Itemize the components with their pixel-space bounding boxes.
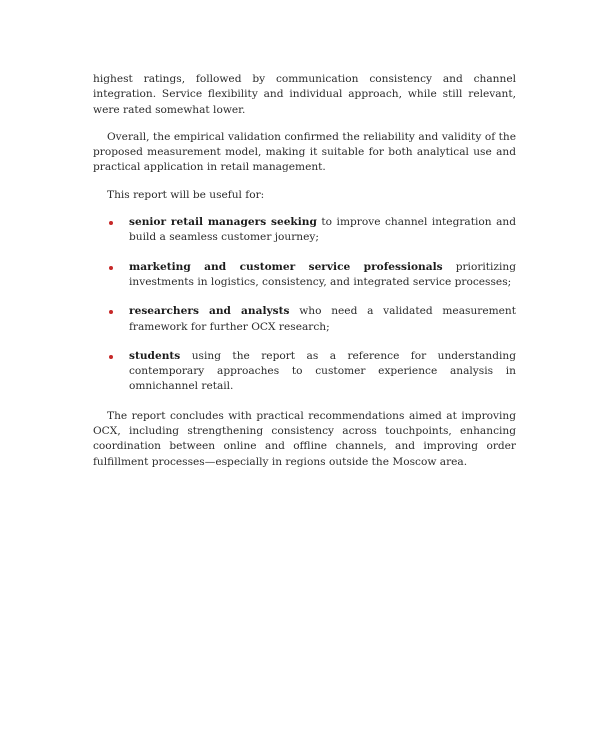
list-item <box>93 215 516 246</box>
bullet-bold-text: senior retail managers seeking <box>129 216 317 229</box>
bullet-text: who need a validated measurement framework for further OCX research; <box>129 305 516 333</box>
paragraph-validation-conclusion: Overall, the empirical validation confirmed the reliability and validity of the proposed measurement model, making it suitable for both analytical use and practical application in retail management. <box>93 130 516 174</box>
bullet-icon <box>109 355 113 359</box>
audience-list <box>93 215 516 395</box>
report-page <box>93 72 516 482</box>
bullet-bold-text: marketing and customer service professionals <box>129 260 443 273</box>
bullet-bold-text: students <box>129 349 181 362</box>
bullet-text: using the report as a reference for understanding contemporary approaches to customer experience analysis in omnichannel retail. <box>129 349 516 393</box>
bullet-icon <box>109 221 113 225</box>
paragraph-audience-intro: This report will be useful for: <box>107 188 265 201</box>
list-item <box>93 349 516 395</box>
list-item <box>93 304 516 335</box>
bullet-bold-text: researchers and analysts <box>129 305 290 318</box>
bullet-icon <box>109 266 113 270</box>
bullet-text: to improve channel integration and build a seamless customer journey; <box>129 216 516 244</box>
paragraph-recommendations: The report concludes with practical recommendations aimed at improving OCX, including strengthening consistency across touchpoints, enhancing coordination between online and offline channels, and improving order fulfillment processes—especially in regions outside the Moscow area. <box>93 409 516 468</box>
list-item <box>93 260 516 291</box>
bullet-text: prioritizing investments in logistics, consistency, and integrated service processes; <box>129 260 516 288</box>
paragraph-ratings-summary: highest ratings, followed by communication consistency and channel integration. Service flexibility and individual approach, while still relevant, were rated somewhat lower. <box>93 73 516 116</box>
bullet-icon <box>109 310 113 314</box>
